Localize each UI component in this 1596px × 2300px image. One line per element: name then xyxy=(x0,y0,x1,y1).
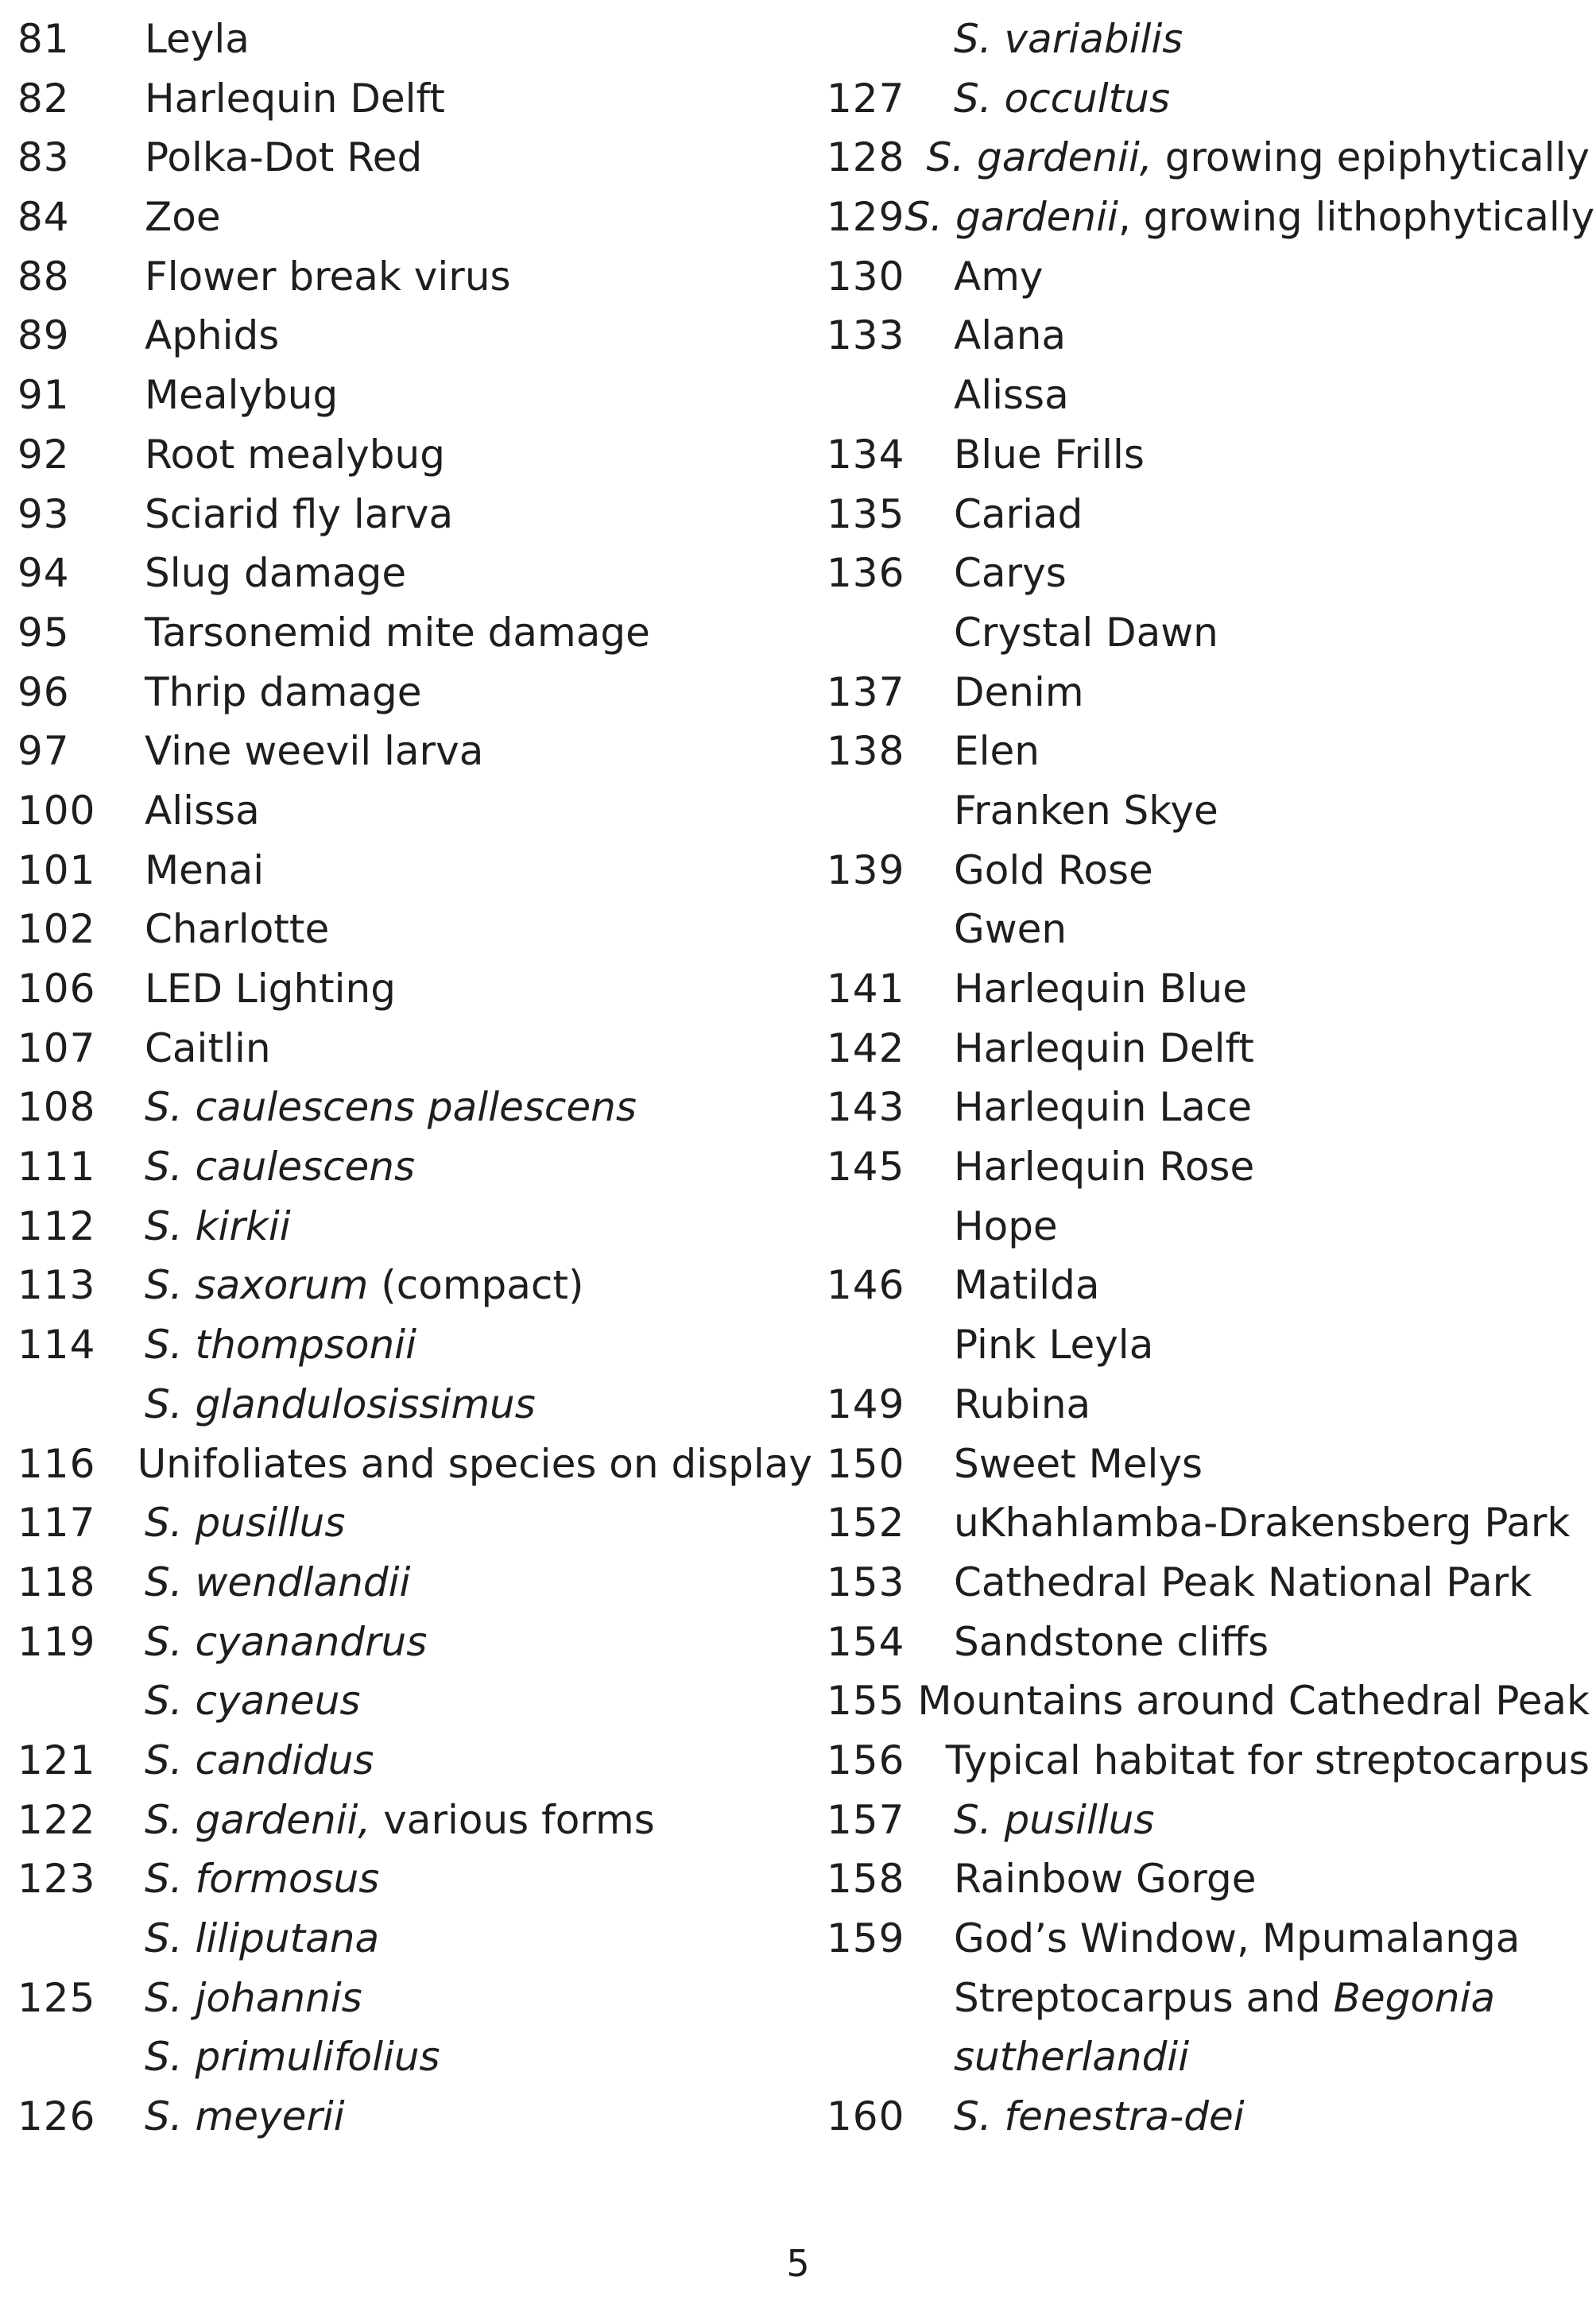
caption-text xyxy=(954,247,1044,307)
text-segment: Thrip damage xyxy=(145,668,422,715)
page-reference: 122 xyxy=(17,1796,96,1843)
caption-text xyxy=(954,1791,1154,1850)
page-reference: 127 xyxy=(827,75,905,122)
list-item xyxy=(827,1671,1590,1731)
page-reference: 100 xyxy=(17,787,96,834)
caption-text xyxy=(145,663,422,722)
caption-text xyxy=(954,10,1183,69)
italic-segment: S. caulescens xyxy=(145,1144,416,1191)
page-reference: 135 xyxy=(827,490,905,537)
list-item xyxy=(17,2087,812,2147)
list-item xyxy=(827,900,1590,959)
page-reference: 133 xyxy=(827,312,905,359)
caption-text xyxy=(954,841,1153,900)
text-segment: Elen xyxy=(954,728,1040,775)
list-item xyxy=(17,1969,812,2028)
caption-text xyxy=(145,128,422,188)
text-segment: Caitlin xyxy=(145,1024,271,1071)
list-item xyxy=(17,781,812,841)
list-item xyxy=(17,1256,812,1315)
page-reference: 159 xyxy=(827,1915,905,1961)
list-item xyxy=(827,1493,1590,1553)
text-segment: Vine weevil larva xyxy=(145,728,484,775)
list-item xyxy=(17,485,812,544)
page-reference: 154 xyxy=(827,1618,905,1665)
caption-text xyxy=(145,841,264,900)
caption-text xyxy=(145,900,329,959)
page-reference: 155 xyxy=(827,1678,905,1725)
caption-text xyxy=(145,485,453,544)
caption-text xyxy=(954,900,1067,959)
page-reference: 93 xyxy=(17,490,70,537)
caption-text xyxy=(954,69,1170,129)
text-segment: Amy xyxy=(954,253,1044,300)
page-reference xyxy=(827,781,954,841)
italic-segment: S. meyerii xyxy=(145,2093,345,2140)
list-item xyxy=(17,1197,812,1256)
page-reference: 136 xyxy=(827,550,905,597)
caption-text xyxy=(926,128,1590,188)
text-segment: Sandstone cliffs xyxy=(954,1618,1269,1665)
list-item xyxy=(17,425,812,485)
list-item xyxy=(827,128,1590,188)
caption-text xyxy=(954,306,1066,366)
caption-text xyxy=(145,10,250,69)
italic-segment: S. kirkii xyxy=(145,1202,291,1249)
list-item xyxy=(827,188,1595,247)
list-item xyxy=(827,1375,1590,1435)
caption-text xyxy=(145,722,483,781)
list-item xyxy=(17,69,812,129)
page-reference: 143 xyxy=(827,1084,905,1131)
italic-segment: S. formosus xyxy=(145,1856,380,1903)
caption-text xyxy=(145,188,221,247)
page-reference: 125 xyxy=(17,1974,96,2021)
list-item xyxy=(17,1078,812,1137)
text-segment: LED Lighting xyxy=(145,966,396,1012)
list-item xyxy=(17,1909,812,1969)
italic-segment: S. liliputana xyxy=(145,1915,380,1961)
text-segment: Mealybug xyxy=(145,372,339,419)
text-segment: , growing lithophytically xyxy=(1118,194,1595,241)
caption-text xyxy=(954,366,1069,425)
text-segment: Carys xyxy=(954,550,1067,597)
list-item xyxy=(827,10,1590,69)
page-reference: 106 xyxy=(17,966,96,1012)
text-segment: Matilda xyxy=(954,1262,1100,1309)
caption-text xyxy=(954,722,1040,781)
page-reference: 128 xyxy=(827,134,905,181)
caption-text xyxy=(145,2027,440,2087)
caption-text xyxy=(954,1553,1532,1613)
text-segment: Flower break virus xyxy=(145,253,511,300)
caption-text xyxy=(954,1969,1495,2028)
list-item xyxy=(17,1435,812,1494)
caption-text xyxy=(954,544,1067,603)
list-item xyxy=(17,1375,812,1435)
page-reference xyxy=(827,1969,954,2028)
italic-segment: S. saxorum xyxy=(145,1262,369,1309)
caption-text xyxy=(954,2087,1245,2147)
list-item xyxy=(17,1137,812,1197)
text-segment: Crystal Dawn xyxy=(954,609,1218,656)
caption-text xyxy=(145,1315,416,1375)
page-reference: 141 xyxy=(827,966,905,1012)
text-segment: Pink Leyla xyxy=(954,1322,1154,1369)
caption-text xyxy=(145,247,511,307)
right-column xyxy=(827,10,1595,2147)
list-item xyxy=(17,2027,812,2087)
list-item xyxy=(17,10,812,69)
page-reference: 82 xyxy=(17,75,70,122)
list-item xyxy=(827,1078,1590,1137)
caption-text xyxy=(954,1435,1203,1494)
page-reference: 149 xyxy=(827,1380,905,1427)
caption-text xyxy=(954,1019,1254,1078)
page-reference: 145 xyxy=(827,1144,905,1191)
caption-text xyxy=(145,1553,410,1613)
caption-text xyxy=(145,1791,655,1850)
page-reference: 96 xyxy=(17,668,70,715)
page-reference: 83 xyxy=(17,134,70,181)
list-item xyxy=(827,722,1590,781)
page-reference: 150 xyxy=(827,1440,905,1487)
caption-text xyxy=(954,603,1218,663)
list-item xyxy=(827,425,1590,485)
text-segment: Franken Skye xyxy=(954,787,1218,834)
list-item xyxy=(17,247,812,307)
list-item xyxy=(17,722,812,781)
caption-text xyxy=(145,366,338,425)
text-segment: Mountains around Cathedral Peak xyxy=(917,1678,1590,1725)
text-segment: Harlequin Lace xyxy=(954,1084,1253,1131)
caption-text xyxy=(145,1731,374,1791)
page-reference: 142 xyxy=(827,1024,905,1071)
list-item xyxy=(827,1553,1590,1613)
list-item xyxy=(17,306,812,366)
italic-segment: S. fenestra-dei xyxy=(954,2093,1245,2140)
page-reference: 129 xyxy=(827,194,905,241)
page-reference xyxy=(17,1909,145,1969)
italic-segment: S. candidus xyxy=(145,1737,374,1783)
text-segment: Tarsonemid mite damage xyxy=(145,609,650,656)
caption-text xyxy=(954,1197,1058,1256)
caption-text xyxy=(954,1256,1100,1315)
italic-segment: sutherlandii xyxy=(954,2034,1190,2081)
caption-text xyxy=(145,1849,379,1909)
page-reference xyxy=(827,1197,954,1256)
text-segment: Slug damage xyxy=(145,550,407,597)
page-reference: 89 xyxy=(17,312,70,359)
italic-segment: S. johannis xyxy=(145,1974,362,2021)
text-segment: Harlequin Blue xyxy=(954,966,1247,1012)
italic-segment: S. occultus xyxy=(954,75,1171,122)
italic-segment: S. caulescens pallescens xyxy=(145,1084,637,1131)
text-segment: growing epiphytically xyxy=(1152,134,1590,181)
text-segment: Root mealybug xyxy=(145,431,445,478)
list-item xyxy=(827,1435,1590,1494)
caption-text xyxy=(145,1375,536,1435)
italic-segment: S. cyaneus xyxy=(145,1678,361,1725)
page-reference: 88 xyxy=(17,253,70,300)
text-segment: Menai xyxy=(145,846,265,893)
text-segment: Aphids xyxy=(145,312,280,359)
caption-text xyxy=(954,1078,1252,1137)
page-reference: 146 xyxy=(827,1262,905,1309)
italic-segment: S. gardenii, xyxy=(145,1796,371,1843)
list-item xyxy=(827,1256,1590,1315)
italic-segment: S. primulifolius xyxy=(145,2034,440,2081)
list-item xyxy=(827,1613,1590,1672)
page-number: 5 xyxy=(786,2242,810,2285)
page-reference: 116 xyxy=(17,1440,96,1487)
caption-text xyxy=(954,1849,1257,1909)
list-item xyxy=(17,1671,812,1731)
text-segment: Denim xyxy=(954,668,1084,715)
list-item xyxy=(17,900,812,959)
list-item xyxy=(17,1315,812,1375)
page-reference: 91 xyxy=(17,372,70,419)
caption-text xyxy=(145,1078,637,1137)
page-reference xyxy=(17,1375,145,1435)
list-item xyxy=(17,663,812,722)
list-item xyxy=(17,366,812,425)
list-item xyxy=(827,485,1590,544)
caption-text xyxy=(954,1315,1153,1375)
page-reference: 107 xyxy=(17,1024,96,1071)
list-item xyxy=(827,841,1590,900)
caption-text xyxy=(145,1197,291,1256)
list-item xyxy=(17,841,812,900)
caption-text xyxy=(145,1969,362,2028)
page-reference: 121 xyxy=(17,1737,96,1783)
text-segment: Alana xyxy=(954,312,1067,359)
list-item xyxy=(17,1731,812,1791)
caption-text xyxy=(145,959,396,1019)
caption-text xyxy=(954,1909,1520,1969)
page-reference: 94 xyxy=(17,550,70,597)
italic-segment: S. wendlandii xyxy=(145,1559,411,1605)
list-item xyxy=(827,366,1590,425)
text-segment: Harlequin Delft xyxy=(954,1024,1254,1071)
page-reference: 111 xyxy=(17,1144,96,1191)
caption-text xyxy=(145,1256,584,1315)
caption-text xyxy=(145,306,279,366)
caption-text xyxy=(138,1435,812,1494)
list-item xyxy=(17,1613,812,1672)
italic-segment: S. pusillus xyxy=(145,1500,346,1547)
caption-text xyxy=(954,1137,1254,1197)
caption-text xyxy=(954,959,1247,1019)
list-item xyxy=(17,603,812,663)
caption-text xyxy=(145,1909,379,1969)
page-reference: 113 xyxy=(17,1262,96,1309)
page-reference: 95 xyxy=(17,609,70,656)
italic-segment: S. variabilis xyxy=(954,16,1183,62)
page-reference: 117 xyxy=(17,1500,96,1547)
caption-text xyxy=(145,1137,415,1197)
text-segment: God’s Window, Mpumalanga xyxy=(954,1915,1520,1961)
page-reference: 114 xyxy=(17,1322,96,1369)
italic-segment: S. thompsonii xyxy=(145,1322,416,1369)
caption-text xyxy=(145,603,650,663)
page-reference: 139 xyxy=(827,846,905,893)
page-reference: 119 xyxy=(17,1618,96,1665)
list-item xyxy=(17,1791,812,1850)
caption-text xyxy=(954,1613,1269,1672)
text-segment: (compact) xyxy=(368,1262,584,1309)
list-item xyxy=(827,1019,1590,1078)
page-reference xyxy=(827,1315,954,1375)
page-reference: 156 xyxy=(827,1737,905,1783)
list-item xyxy=(827,1849,1590,1909)
page-reference: 123 xyxy=(17,1856,96,1903)
caption-text xyxy=(145,425,445,485)
page-reference: 108 xyxy=(17,1084,96,1131)
list-item xyxy=(827,1315,1590,1375)
list-item xyxy=(827,603,1590,663)
caption-text xyxy=(145,1493,345,1553)
page-reference: 158 xyxy=(827,1856,905,1903)
page-reference: 112 xyxy=(17,1202,96,1249)
page-reference: 102 xyxy=(17,906,96,953)
caption-text xyxy=(954,1375,1090,1435)
caption-text xyxy=(954,1493,1570,1553)
list-item xyxy=(17,544,812,603)
page-reference: 137 xyxy=(827,668,905,715)
list-item xyxy=(827,1197,1590,1256)
list-item xyxy=(827,69,1590,129)
text-segment: Alissa xyxy=(145,787,260,834)
page-reference xyxy=(827,603,954,663)
page-reference: 97 xyxy=(17,728,70,775)
list-item xyxy=(827,1731,1590,1791)
italic-segment: S. cyanandrus xyxy=(145,1618,428,1665)
text-segment: Polka-Dot Red xyxy=(145,134,423,181)
text-segment: Harlequin Delft xyxy=(145,75,445,122)
list-item xyxy=(827,1909,1590,1969)
caption-text xyxy=(954,425,1145,485)
caption-text xyxy=(946,1731,1590,1791)
page-reference: 134 xyxy=(827,431,905,478)
caption-text xyxy=(917,1671,1590,1731)
text-segment: Harlequin Rose xyxy=(954,1144,1255,1191)
text-segment: Rubina xyxy=(954,1380,1091,1427)
text-segment: Blue Frills xyxy=(954,431,1145,478)
page-reference xyxy=(17,1671,145,1731)
page-reference: 92 xyxy=(17,431,70,478)
page-reference xyxy=(827,366,954,425)
page-reference: 101 xyxy=(17,846,96,893)
list-item xyxy=(827,2027,1590,2087)
page-reference: 126 xyxy=(17,2093,96,2140)
page-reference xyxy=(827,900,954,959)
list-item xyxy=(17,188,812,247)
list-item xyxy=(827,2087,1590,2147)
text-segment: Gwen xyxy=(954,906,1067,953)
caption-text xyxy=(145,2087,345,2147)
text-segment: various forms xyxy=(370,1796,655,1843)
page-reference: 153 xyxy=(827,1559,905,1605)
caption-text xyxy=(145,781,260,841)
page-reference: 160 xyxy=(827,2093,905,2140)
caption-text xyxy=(145,1671,360,1731)
italic-segment: S. glandulosissimus xyxy=(145,1380,536,1427)
page-reference xyxy=(17,2027,145,2087)
text-segment: Leyla xyxy=(145,16,250,62)
page-reference: 118 xyxy=(17,1559,96,1605)
list-item xyxy=(827,781,1590,841)
list-item xyxy=(827,663,1590,722)
text-segment: Cariad xyxy=(954,490,1083,537)
list-item xyxy=(17,1493,812,1553)
list-item xyxy=(827,1791,1590,1850)
text-segment: Zoe xyxy=(145,194,221,241)
caption-text xyxy=(145,544,406,603)
text-segment: Typical habitat for streptocarpus xyxy=(945,1737,1590,1783)
text-segment: uKhahlamba-Drakensberg Park xyxy=(954,1500,1571,1547)
italic-segment: Begonia xyxy=(1333,1974,1496,2021)
text-segment: Gold Rose xyxy=(954,846,1153,893)
text-segment: Charlotte xyxy=(145,906,330,953)
text-segment: Alissa xyxy=(954,372,1069,419)
list-item xyxy=(827,1137,1590,1197)
text-segment: Hope xyxy=(954,1202,1058,1249)
caption-text xyxy=(905,188,1594,247)
caption-text xyxy=(954,781,1218,841)
page-reference xyxy=(827,2027,954,2087)
italic-segment: S. gardenii xyxy=(905,194,1118,241)
list-item xyxy=(17,1849,812,1909)
text-segment: Streptocarpus and xyxy=(954,1974,1334,2021)
list-item xyxy=(827,544,1590,603)
list-item xyxy=(17,128,812,188)
text-segment: Rainbow Gorge xyxy=(954,1856,1257,1903)
caption-text xyxy=(954,663,1084,722)
list-item xyxy=(827,247,1590,307)
italic-segment: S. pusillus xyxy=(954,1796,1155,1843)
caption-text xyxy=(145,1613,427,1672)
list-item xyxy=(17,1019,812,1078)
caption-text xyxy=(954,2027,1189,2087)
page-reference: 138 xyxy=(827,728,905,775)
list-item xyxy=(17,1553,812,1613)
text-segment: Unifoliates and species on display xyxy=(137,1440,812,1487)
italic-segment: S. gardenii, xyxy=(926,134,1152,181)
left-column xyxy=(17,10,812,2147)
caption-text xyxy=(145,1019,271,1078)
list-item xyxy=(827,306,1590,366)
list-item xyxy=(17,959,812,1019)
page-reference: 157 xyxy=(827,1796,905,1843)
page-reference: 81 xyxy=(17,16,70,62)
text-segment: Sciarid fly larva xyxy=(145,490,454,537)
page-reference: 130 xyxy=(827,253,905,300)
text-segment: Sweet Melys xyxy=(954,1440,1203,1487)
text-segment: Cathedral Peak National Park xyxy=(954,1559,1532,1605)
caption-text xyxy=(145,69,445,129)
caption-text xyxy=(954,485,1083,544)
page-reference xyxy=(827,10,954,69)
list-item xyxy=(827,959,1590,1019)
page-reference: 84 xyxy=(17,194,70,241)
list-item xyxy=(827,1969,1590,2028)
page-reference: 152 xyxy=(827,1500,905,1547)
